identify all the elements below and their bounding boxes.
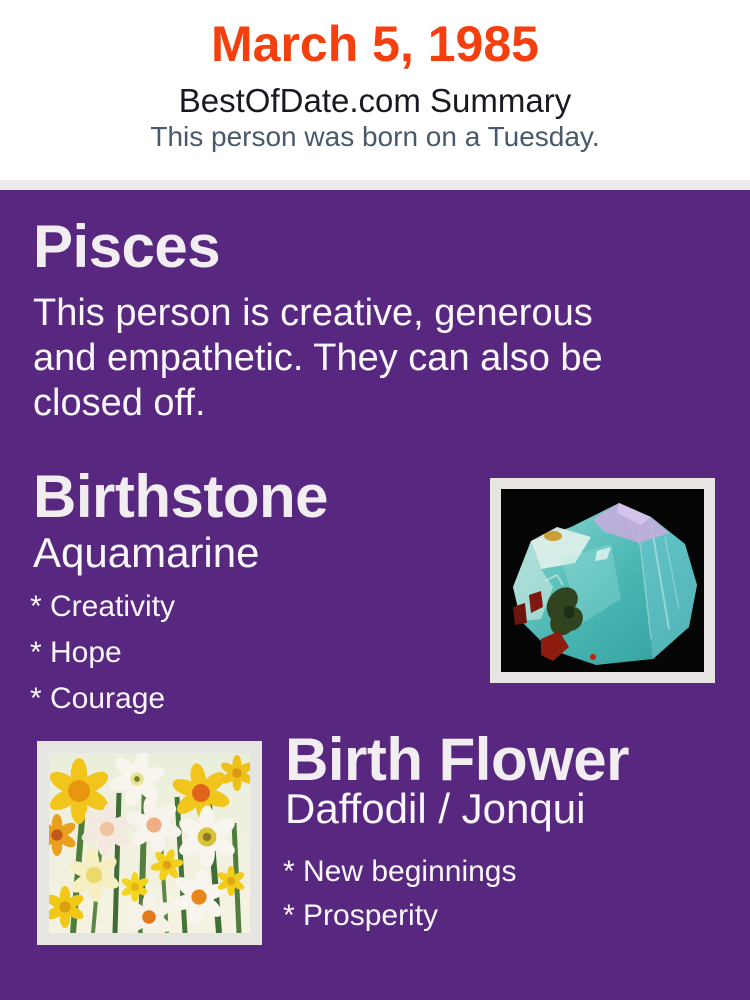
zodiac-description-line: and empathetic. They can also be [33, 337, 603, 379]
divider-bar [0, 180, 750, 190]
birth-flower-name: Daffodil / Jonqui [285, 785, 586, 832]
birthstone-photo-frame [490, 478, 715, 683]
birth-flower-section-title: Birth Flower [285, 726, 630, 793]
zodiac-sign-title: Pisces [33, 213, 221, 280]
zodiac-description [33, 291, 723, 426]
aquamarine-photo [501, 489, 704, 672]
trait-item: * Prosperity [283, 899, 439, 932]
trait-item: * Hope [30, 636, 122, 669]
birthstone-traits-list [30, 584, 175, 722]
birthstone-name: Aquamarine [33, 529, 260, 576]
birth-flower-traits-list [283, 850, 516, 938]
date-title: March 5, 1985 [211, 16, 539, 72]
trait-item: * Courage [30, 682, 166, 715]
born-day-tagline: This person was born on a Tuesday. [150, 121, 600, 152]
site-summary-title: BestOfDate.com Summary [178, 82, 572, 119]
daffodil-photo [49, 753, 250, 933]
trait-item: * New beginnings [283, 855, 517, 888]
zodiac-description-line: This person is creative, generous [33, 292, 593, 334]
header [0, 0, 750, 180]
trait-item: * Creativity [30, 590, 176, 623]
zodiac-description-line: closed off. [33, 382, 206, 424]
birthstone-section-title: Birthstone [33, 463, 328, 530]
details-panel [0, 190, 750, 1000]
birth-flower-photo-frame [37, 741, 262, 945]
